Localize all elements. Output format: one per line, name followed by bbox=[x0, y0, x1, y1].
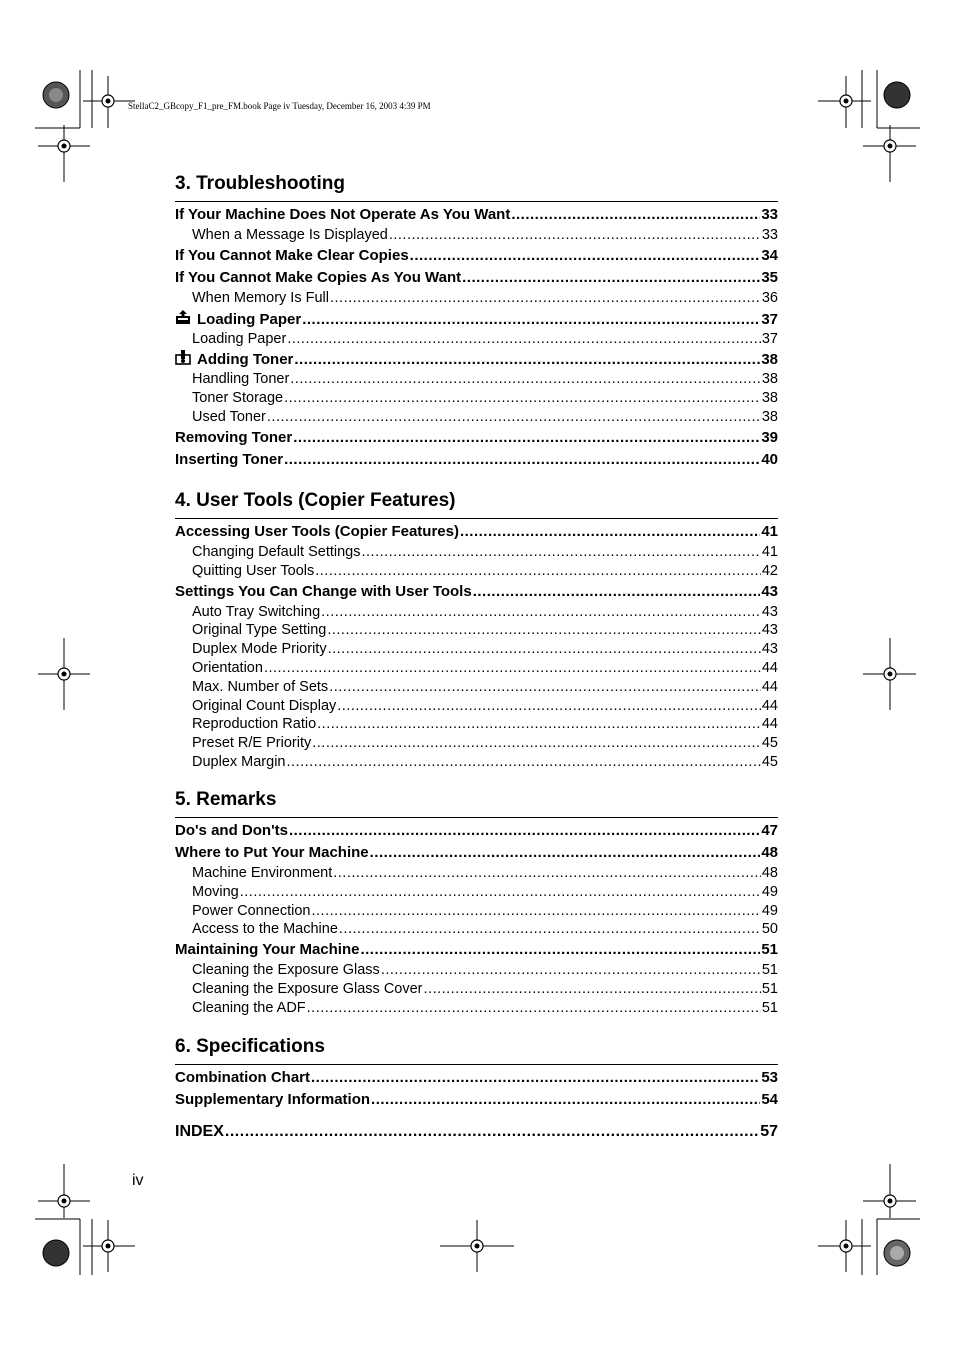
toc-entry[interactable]: Loading Paper ..... 37 bbox=[175, 308, 778, 330]
toc-entry[interactable]: Duplex Margin ..... 45 bbox=[175, 753, 778, 772]
toc-entry[interactable]: Moving ..... 49 bbox=[175, 883, 778, 902]
toc-entry[interactable]: Original Count Display ..... 44 bbox=[175, 697, 778, 716]
section-remarks bbox=[175, 787, 778, 1018]
toc-entry[interactable]: Preset R/E Priority ..... 45 bbox=[175, 734, 778, 753]
toc-entry[interactable]: Machine Environment ..... 48 bbox=[175, 864, 778, 883]
toner-add-icon bbox=[175, 349, 191, 365]
toc-entry[interactable]: Max. Number of Sets ..... 44 bbox=[175, 678, 778, 697]
section-specifications bbox=[175, 1034, 778, 1144]
toc-entry[interactable]: When a Message Is Displayed ..... 33 bbox=[175, 226, 778, 245]
section-user-tools bbox=[175, 488, 778, 772]
toc-entry[interactable]: Changing Default Settings ..... 41 bbox=[175, 543, 778, 562]
toc-entry[interactable]: Accessing User Tools (Copier Features) ..... 41 bbox=[175, 521, 778, 543]
section-title: 4. User Tools (Copier Features) bbox=[175, 488, 778, 519]
toc-entry[interactable]: Supplementary Information ..... 54 bbox=[175, 1089, 778, 1111]
toc-entry[interactable]: Combination Chart ..... 53 bbox=[175, 1067, 778, 1089]
section-troubleshooting bbox=[175, 171, 778, 471]
toc-entry[interactable]: Access to the Machine ..... 50 bbox=[175, 920, 778, 939]
toc-entry[interactable]: If You Cannot Make Clear Copies ..... 34 bbox=[175, 245, 778, 267]
toc-entry[interactable]: If You Cannot Make Copies As You Want ..... 35 bbox=[175, 267, 778, 289]
toc-entry[interactable]: Removing Toner ..... 39 bbox=[175, 427, 778, 449]
toc-entry[interactable]: Auto Tray Switching ..... 43 bbox=[175, 603, 778, 622]
toc-entry[interactable]: If Your Machine Does Not Operate As You Want ..... 33 bbox=[175, 204, 778, 226]
section-title: 5. Remarks bbox=[175, 787, 778, 818]
toc-entry[interactable]: Cleaning the Exposure Glass Cover ..... 51 bbox=[175, 980, 778, 999]
file-header: StellaC2_GBcopy_F1_pre_FM.book Page iv Tuesday, December 16, 2003 4:39 PM bbox=[128, 101, 431, 111]
toc-entry[interactable]: Maintaining Your Machine ..... 51 bbox=[175, 939, 778, 961]
toc-entry[interactable]: Settings You Can Change with User Tools ..... 43 bbox=[175, 581, 778, 603]
toc-entry[interactable]: Duplex Mode Priority ..... 43 bbox=[175, 640, 778, 659]
toc-entry[interactable]: Handling Toner ..... 38 bbox=[175, 370, 778, 389]
toc-entry[interactable]: Power Connection ..... 49 bbox=[175, 902, 778, 921]
toc-index-entry[interactable]: INDEX ..... 57 bbox=[175, 1120, 778, 1144]
toc-entry[interactable]: Used Toner ..... 38 bbox=[175, 408, 778, 427]
toc-entry[interactable]: When Memory Is Full ..... 36 bbox=[175, 289, 778, 308]
toc-entry[interactable]: Loading Paper ..... 37 bbox=[175, 330, 778, 349]
paper-load-icon bbox=[175, 309, 191, 325]
toc-entry[interactable]: Do's and Don'ts ..... 47 bbox=[175, 820, 778, 842]
toc-entry[interactable]: Quitting User Tools ..... 42 bbox=[175, 562, 778, 581]
toc-entry[interactable]: Toner Storage ..... 38 bbox=[175, 389, 778, 408]
toc-entry[interactable]: Cleaning the Exposure Glass ..... 51 bbox=[175, 961, 778, 980]
page-number: iv bbox=[132, 1172, 144, 1189]
toc-entry[interactable]: Inserting Toner ..... 40 bbox=[175, 449, 778, 471]
toc-entry[interactable]: Original Type Setting ..... 43 bbox=[175, 621, 778, 640]
toc-entry[interactable]: Reproduction Ratio ..... 44 bbox=[175, 715, 778, 734]
toc-entry[interactable]: Adding Toner ..... 38 bbox=[175, 348, 778, 370]
section-title: 3. Troubleshooting bbox=[175, 171, 778, 202]
toc-entry[interactable]: Orientation ..... 44 bbox=[175, 659, 778, 678]
section-title: 6. Specifications bbox=[175, 1034, 778, 1065]
toc-entry[interactable]: Cleaning the ADF ..... 51 bbox=[175, 999, 778, 1018]
toc-entry[interactable]: Where to Put Your Machine ..... 48 bbox=[175, 842, 778, 864]
